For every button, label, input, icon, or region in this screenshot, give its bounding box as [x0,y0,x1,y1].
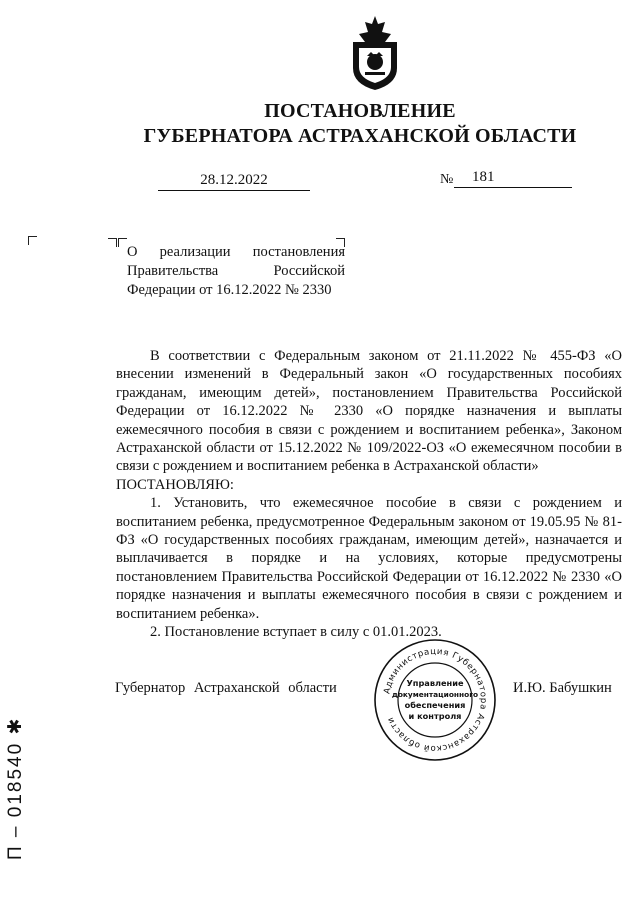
item-2-paragraph: 2. Постановление вступает в силу с 01.01.2023. [150,624,442,641]
corner-mark [118,238,127,247]
document-subject: О реализации постановления Правительства Российской Федерации от 16.12.2022 № 2330 [127,244,345,298]
signer-name: И.Ю. Бабушкин [513,680,612,696]
coat-of-arms-icon [343,12,407,92]
document-title-line2: ГУБЕРНАТОРА АСТРАХАНСКОЙ ОБЛАСТИ [143,125,577,147]
form-serial-number: П – 018540 ✱ [5,716,26,860]
corner-mark [28,236,37,245]
document-title-line1: ПОСТАНОВЛЕНИЕ [264,100,456,122]
document-number: 181 [454,168,572,188]
document-date: 28.12.2022 [158,171,310,191]
document-body [116,347,622,642]
item-1-paragraph: 1. Установить, что ежемесячное пособие в связи с рождением и воспитанием ребенка, предусмотренное Федеральным законом от 19.05.95 № 81-ФЗ «О государственных пособиях гражданам, имеющим детей», назначается и выплачивается в порядке и на условиях, которые предусмотрены постановлением Правительства Российской Федерации от 16.12.2022 № 2330 «О порядке назначения и выплаты ежемесячного пособия в связи с рождением и воспитанием ребенка». [116,495,622,622]
official-stamp [372,637,498,763]
stamp-outer-text: Администрация Губернатора Астраханской области [382,646,489,754]
number-label: № [440,172,454,187]
signer-position: Губернатор Астраханской области [115,680,337,696]
stamp-inner-line: и контроля [408,711,462,721]
corner-mark [108,238,117,247]
stamp-inner-line: документационного [391,690,479,699]
stamp-inner-line: обеспечения [404,700,466,710]
stamp-inner-line: Управление [406,678,464,688]
preamble-paragraph: В соответствии с Федеральным законом от 21.11.2022 № 455-ФЗ «О внесении изменений в Федеральный закон «О государственных пособиях гражданам, имеющим детей», постановлением Правительства Российской Федерации от 16.12.2022 № 2330 «О порядке назначения и выплаты ежемесячного пособия в связи с рождением и воспитанием ребенка», Законом Астраханской области от 15.12.2022 № 109/2022-ОЗ «О ежемесячном пособии в связи с рождением и воспитанием ребенка в Астраханской области» [116,348,622,475]
decree-word: ПОСТАНОВЛЯЮ: [116,476,234,493]
